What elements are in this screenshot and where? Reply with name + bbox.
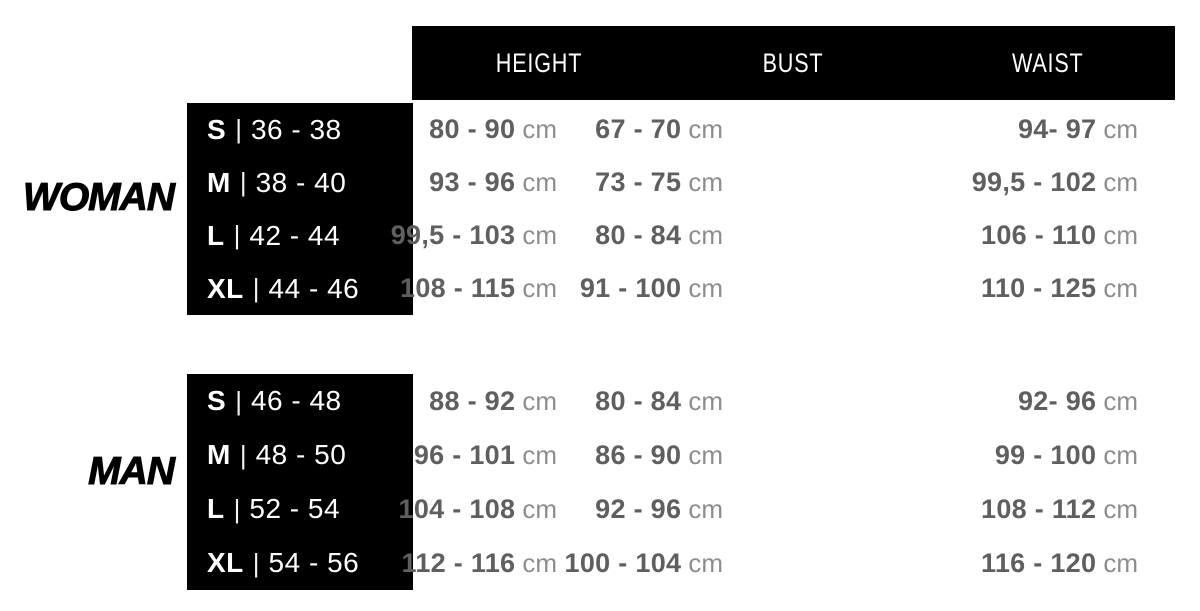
cell-woman-l-height: 99,5 - 103 cm — [390, 220, 557, 250]
cell-man-xl-waist: 116 - 120 cm — [981, 547, 1138, 578]
size-column-woman — [187, 103, 413, 315]
size-letter: XL — [207, 272, 244, 304]
unit-label: cm — [522, 385, 557, 416]
unit-label: cm — [1103, 167, 1138, 197]
size-range: 52 - 54 — [249, 493, 341, 524]
unit-label: cm — [688, 114, 723, 144]
cell-man-s-bust: 80 - 84 cm — [595, 385, 723, 416]
size-separator: | — [239, 167, 247, 197]
unit-label: cm — [522, 167, 557, 197]
unit-label: cm — [522, 220, 557, 250]
size-column-man — [187, 374, 413, 590]
column-header-height: HEIGHT — [495, 47, 583, 78]
unit-label: cm — [522, 547, 557, 578]
unit-label: cm — [688, 273, 723, 303]
unit-label: cm — [688, 439, 723, 470]
size-letter: S — [207, 113, 227, 145]
size-separator: | — [235, 114, 242, 144]
unit-label: cm — [1103, 493, 1138, 524]
unit-label: cm — [522, 439, 557, 470]
size-row-man-l — [187, 482, 413, 536]
cell-man-m-bust: 86 - 90 cm — [595, 439, 723, 470]
size-range: 48 - 50 — [255, 439, 347, 470]
size-range: 44 - 46 — [268, 272, 360, 304]
unit-label: cm — [1103, 273, 1138, 303]
size-letter: L — [207, 219, 225, 251]
unit-label: cm — [688, 167, 723, 197]
unit-label: cm — [1103, 547, 1138, 578]
size-range: 36 - 38 — [250, 113, 342, 145]
column-header-waist: WAIST — [1012, 47, 1084, 78]
cell-man-l-bust: 92 - 96 cm — [595, 493, 723, 524]
size-separator: | — [239, 439, 247, 470]
size-row-man-xl — [187, 536, 413, 590]
unit-label: cm — [522, 273, 557, 303]
cell-woman-s-bust: 67 - 70 cm — [595, 114, 723, 144]
cell-woman-s-height: 80 - 90 cm — [429, 114, 557, 144]
cell-man-xl-height: 112 - 116 cm — [401, 547, 557, 578]
size-row-man-m — [187, 428, 413, 482]
section-label-woman: WOMAN — [23, 176, 174, 219]
cell-woman-m-waist: 99,5 - 102 cm — [971, 167, 1138, 197]
size-range: 42 - 44 — [249, 219, 341, 251]
size-range: 38 - 40 — [255, 166, 347, 198]
cell-woman-l-waist: 106 - 110 cm — [981, 220, 1138, 250]
size-letter: M — [207, 439, 231, 470]
size-row-woman-xl — [187, 262, 413, 315]
size-row-woman-m — [187, 156, 413, 209]
cell-woman-l-bust: 80 - 84 cm — [595, 220, 723, 250]
unit-label: cm — [688, 493, 723, 524]
cell-woman-m-height: 93 - 96 cm — [429, 167, 557, 197]
cell-woman-s-waist: 94- 97 cm — [1017, 114, 1138, 144]
unit-label: cm — [522, 493, 557, 524]
size-letter: S — [207, 385, 227, 416]
size-row-man-s — [187, 374, 413, 428]
size-letter: XL — [207, 547, 244, 578]
cell-woman-xl-bust: 91 - 100 cm — [579, 273, 723, 303]
unit-label: cm — [688, 547, 723, 578]
size-separator: | — [233, 220, 241, 250]
unit-label: cm — [1103, 220, 1138, 250]
cell-man-m-height: 96 - 101 cm — [413, 439, 557, 470]
table-header — [412, 26, 1175, 100]
size-row-woman-l — [187, 209, 413, 262]
size-range: 46 - 48 — [250, 385, 342, 416]
cell-woman-xl-height: 108 - 115 cm — [400, 273, 557, 303]
unit-label: cm — [688, 220, 723, 250]
size-letter: M — [207, 166, 231, 198]
size-range: 54 - 56 — [268, 547, 360, 578]
cell-woman-xl-waist: 110 - 125 cm — [981, 273, 1138, 303]
size-letter: L — [207, 493, 225, 524]
unit-label: cm — [1103, 114, 1138, 144]
size-separator: | — [233, 493, 241, 524]
size-separator: | — [252, 547, 260, 578]
unit-label: cm — [522, 114, 557, 144]
cell-woman-m-bust: 73 - 75 cm — [595, 167, 723, 197]
cell-man-l-height: 104 - 108 cm — [398, 493, 557, 524]
cell-man-xl-bust: 100 - 104 cm — [564, 547, 723, 578]
column-header-bust: BUST — [763, 47, 824, 78]
size-separator: | — [235, 385, 242, 416]
size-row-woman-s — [187, 103, 413, 156]
cell-man-l-waist: 108 - 112 cm — [981, 493, 1138, 524]
section-label-man: MAN — [88, 450, 174, 493]
unit-label: cm — [1103, 385, 1138, 416]
size-separator: | — [252, 273, 260, 303]
cell-man-m-waist: 99 - 100 cm — [994, 439, 1138, 470]
measurements-man — [398, 374, 1175, 590]
measurements-woman — [390, 103, 1175, 315]
cell-man-s-height: 88 - 92 cm — [429, 385, 557, 416]
unit-label: cm — [688, 385, 723, 416]
cell-man-s-waist: 92- 96 cm — [1017, 385, 1138, 416]
unit-label: cm — [1103, 439, 1138, 470]
